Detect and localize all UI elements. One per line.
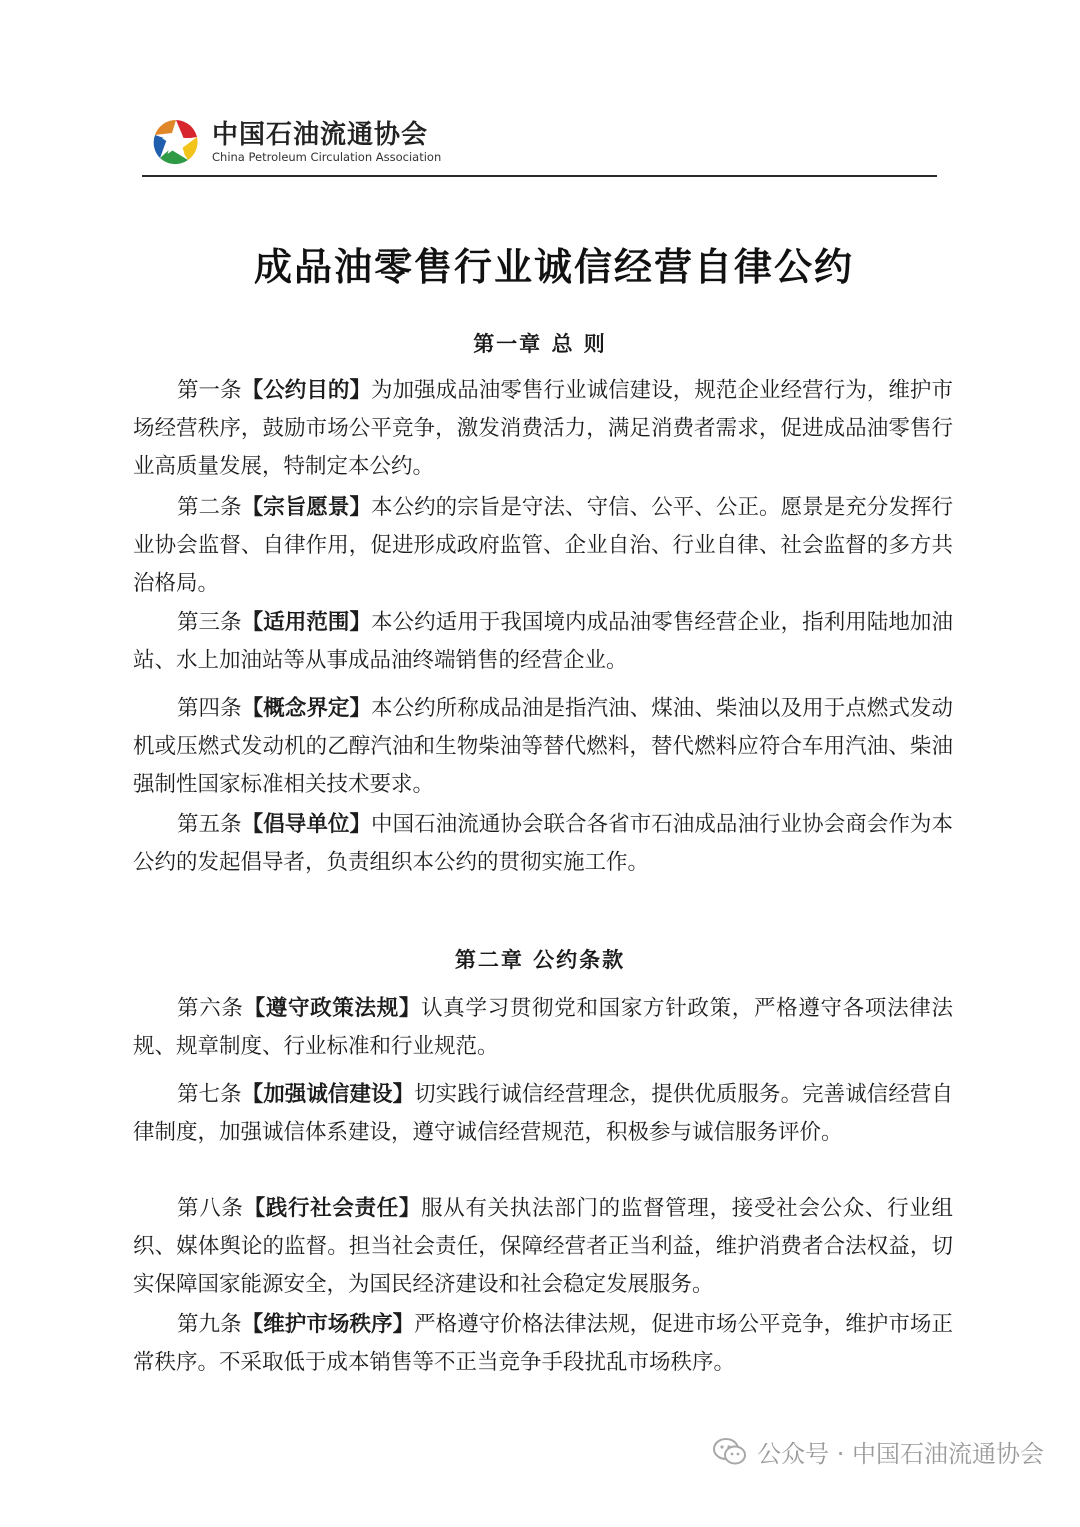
association-logo-icon bbox=[152, 118, 200, 166]
article-9: 第九条【维护市场秩序】严格遵守价格法律法规，促进市场公平竞争，维护市场正常秩序。不采取低于成本销售等不正当竞争手段扰乱市场秩序。 bbox=[133, 1312, 953, 1375]
article-1: 第一条【公约目的】为加强成品油零售行业诚信建设，规范企业经营行为，维护市场经营秩序，鼓励市场公平竞争，激发消费活力，满足消费者需求，促进成品油零售行业高质量发展，特制定本公约。 bbox=[133, 378, 953, 479]
article-8: 第八条【践行社会责任】服从有关执法部门的监督管理，接受社会公众、行业组织、媒体舆论的监督。担当社会责任，保障经营者正当利益，维护消费者合法权益，切实保障国家能源安全，为国民经济建设和社会稳定发展服务。 bbox=[133, 1196, 953, 1297]
header-divider bbox=[142, 175, 937, 177]
wechat-icon bbox=[713, 1437, 747, 1467]
document-title: 成品油零售行业诚信经营自律公约 bbox=[253, 245, 854, 289]
org-name-en: China Petroleum Circulation Association bbox=[212, 150, 442, 164]
article-4: 第四条【概念界定】本公约所称成品油是指汽油、煤油、柴油以及用于点燃式发动机或压燃式发动机的乙醇汽油和生物柴油等替代燃料，替代燃料应符合车用汽油、柴油强制性国家标准相关技术要求。 bbox=[133, 696, 953, 797]
article-5: 第五条【倡导单位】中国石油流通协会联合各省市石油成品油行业协会商会作为本公约的发起倡导者，负责组织本公约的贯彻实施工作。 bbox=[133, 812, 953, 875]
article-6: 第六条【遵守政策法规】认真学习贯彻党和国家方针政策，严格遵守各项法律法规、规章制度、行业标准和行业规范。 bbox=[133, 996, 953, 1059]
article-3: 第三条【适用范围】本公约适用于我国境内成品油零售经营企业，指利用陆地加油站、水上加油站等从事成品油终端销售的经营企业。 bbox=[133, 610, 953, 673]
watermark-text: 公众号 · 中国石油流通协会 bbox=[757, 1440, 1044, 1468]
org-name-block bbox=[212, 120, 441, 164]
article-7: 第七条【加强诚信建设】切实践行诚信经营理念，提供优质服务。完善诚信经营自律制度，加强诚信体系建设，遵守诚信经营规范，积极参与诚信服务评价。 bbox=[133, 1082, 953, 1145]
chapter-heading-1: 第一章 总 则 bbox=[473, 331, 607, 356]
org-name-cn: 中国石油流通协会 bbox=[212, 120, 429, 150]
letterhead bbox=[152, 118, 441, 166]
article-2: 第二条【宗旨愿景】本公约的宗旨是守法、守信、公平、公正。愿景是充分发挥行业协会监督、自律作用，促进形成政府监管、企业自治、行业自律、社会监督的多方共治格局。 bbox=[133, 495, 953, 596]
wechat-watermark bbox=[713, 1434, 1044, 1469]
chapter-heading-2: 第二章 公约条款 bbox=[454, 947, 626, 972]
